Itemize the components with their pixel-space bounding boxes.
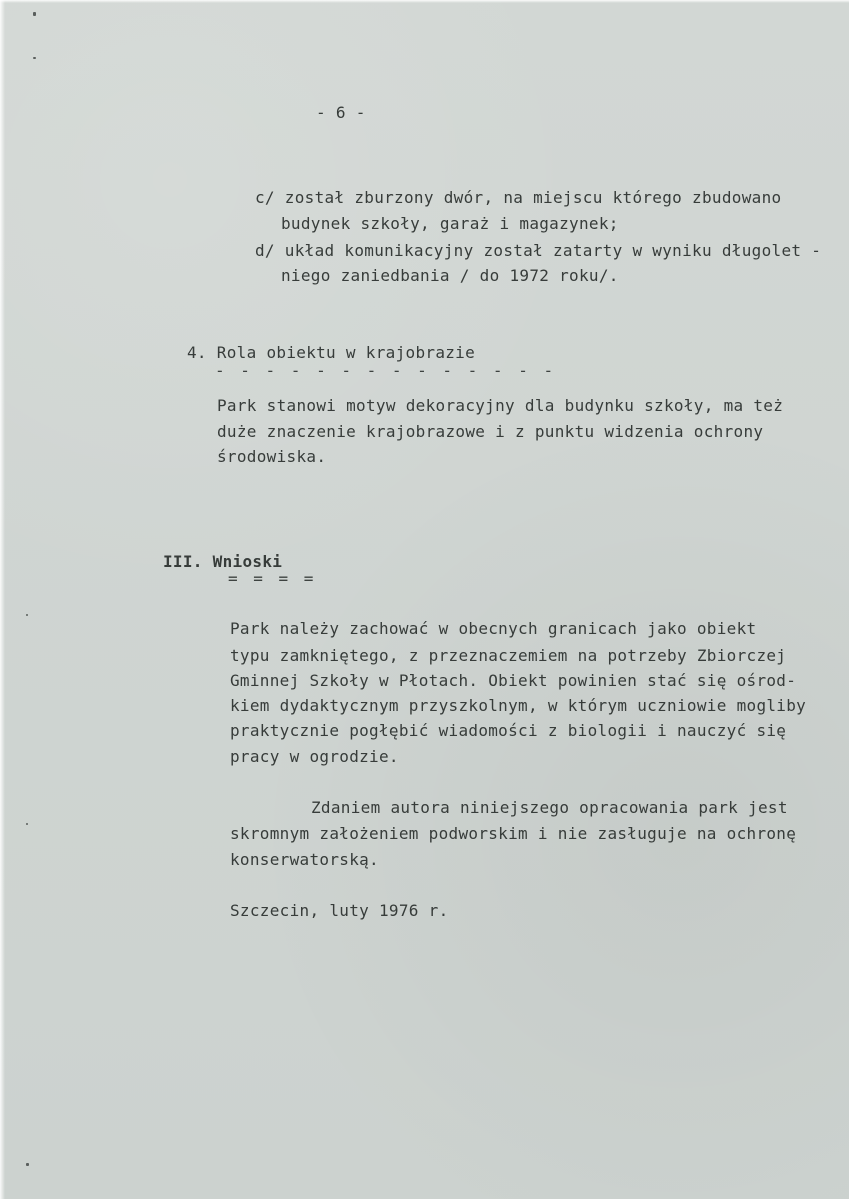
stray-mark xyxy=(33,12,36,16)
section-c-line-2: budynek szkoły, garaż i magazynek; xyxy=(281,214,619,233)
section-4-line-3: środowiska. xyxy=(217,447,327,466)
stray-mark xyxy=(33,57,36,59)
section-d-line-2: niego zaniedbania / do 1972 roku/. xyxy=(281,266,619,285)
section-4-line-1: Park stanowi motyw dekoracyjny dla budynku szkoły, ma też xyxy=(217,396,784,415)
stray-mark xyxy=(26,1163,29,1166)
place-and-date: Szczecin, luty 1976 r. xyxy=(230,901,449,920)
conclusions-p1-line-2: typu zamkniętego, z przeznaczemiem na potrzeby Zbiorczej xyxy=(230,646,787,665)
paper-edge-top xyxy=(0,0,849,3)
paper-edge-left xyxy=(0,0,5,1199)
conclusions-p1-line-5: praktycznie pogłębić wiadomości z biologii i nauczyć się xyxy=(230,721,787,740)
conclusions-p2-line-3: konserwatorską. xyxy=(230,850,379,869)
section-c-line-1: c/ został zburzony dwór, na miejscu którego zbudowano xyxy=(255,188,782,207)
conclusions-p1-line-4: kiem dydaktycznym przyszkolnym, w którym uczniowie mogliby xyxy=(230,696,807,715)
conclusions-p1-line-3: Gminnej Szkoły w Płotach. Obiekt powinien stać się ośrod- xyxy=(230,671,797,690)
section-III-underline: = = = = xyxy=(228,569,317,588)
section-III-heading: III. Wnioski xyxy=(163,552,283,571)
section-4-underline: - - - - - - - - - - - - - - xyxy=(215,361,557,380)
conclusions-p1-line-1: Park należy zachować w obecnych granicach jako obiekt xyxy=(230,619,757,638)
conclusions-p2-line-2: skromnym założeniem podworskim i nie zasługuje na ochronę xyxy=(230,824,797,843)
stray-mark xyxy=(26,823,28,825)
conclusions-p2-line-1: Zdaniem autora niniejszego opracowania park jest xyxy=(311,798,788,817)
stray-mark xyxy=(26,614,28,616)
section-4-line-2: duże znaczenie krajobrazowe i z punktu widzenia ochrony xyxy=(217,422,764,441)
conclusions-p1-line-6: pracy w ogrodzie. xyxy=(230,747,399,766)
section-4-heading: 4. Rola obiektu w krajobrazie xyxy=(187,343,476,362)
page-number: - 6 - xyxy=(316,103,366,122)
section-d-line-1: d/ układ komunikacyjny został zatarty w wyniku długolet - xyxy=(255,241,822,260)
